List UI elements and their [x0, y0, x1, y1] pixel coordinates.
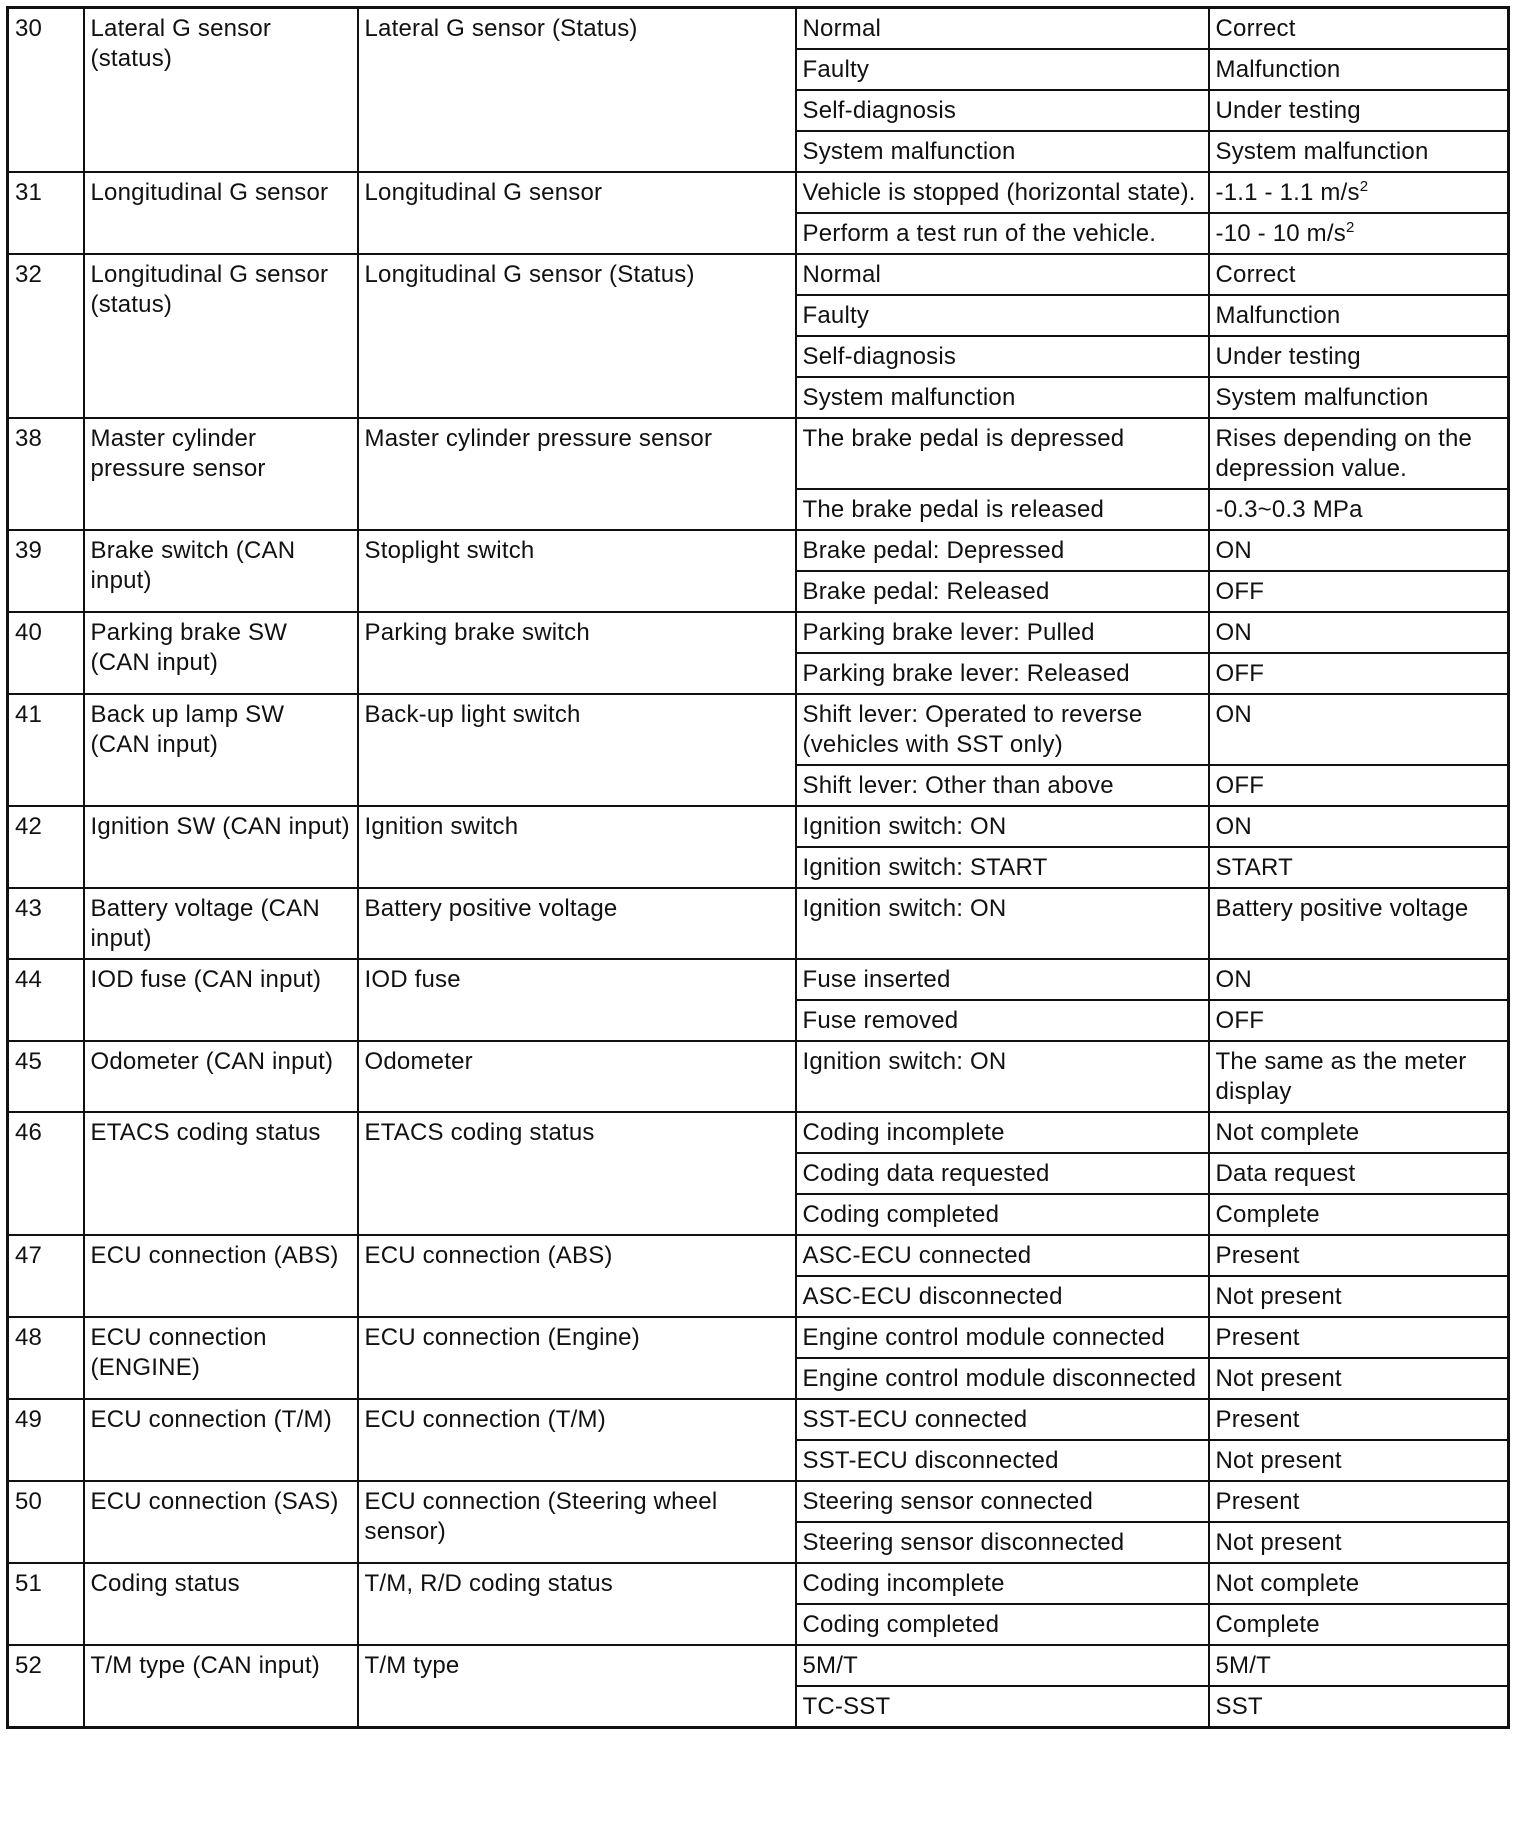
- normal-value: -10 - 10 m/s: [1215, 220, 1346, 247]
- item-name: Ignition SW (CAN input): [84, 806, 358, 888]
- check-condition: ASC-ECU connected: [796, 1235, 1209, 1276]
- check-condition: Steering sensor connected: [796, 1481, 1209, 1522]
- normal-condition: System malfunction: [1209, 377, 1509, 418]
- normal-condition: Rises depending on the depression value.: [1209, 418, 1509, 489]
- item-description: Stoplight switch: [358, 530, 796, 612]
- table-row: [8, 1112, 1509, 1153]
- item-number: 49: [8, 1399, 84, 1481]
- check-condition: SST-ECU connected: [796, 1399, 1209, 1440]
- item-number: 48: [8, 1317, 84, 1399]
- item-name: Battery voltage (CAN input): [84, 888, 358, 959]
- check-condition: 5M/T: [796, 1645, 1209, 1686]
- item-description: Battery positive voltage: [358, 888, 796, 959]
- check-condition: Steering sensor disconnected: [796, 1522, 1209, 1563]
- normal-condition: Battery positive voltage: [1209, 888, 1509, 959]
- normal-condition: Not present: [1209, 1522, 1509, 1563]
- table-row: [8, 1399, 1509, 1440]
- item-name: Odometer (CAN input): [84, 1041, 358, 1112]
- unit-exponent: 2: [1345, 219, 1355, 236]
- normal-condition: 5M/T: [1209, 1645, 1509, 1686]
- item-description: Back-up light switch: [358, 694, 796, 806]
- normal-condition: ON: [1209, 959, 1509, 1000]
- item-number: 52: [8, 1645, 84, 1728]
- item-name: Brake switch (CAN input): [84, 530, 358, 612]
- item-number: 46: [8, 1112, 84, 1235]
- check-condition: Faulty: [796, 49, 1209, 90]
- check-condition: Brake pedal: Released: [796, 571, 1209, 612]
- item-description: Parking brake switch: [358, 612, 796, 694]
- item-number: 38: [8, 418, 84, 530]
- normal-condition: Under testing: [1209, 90, 1509, 131]
- data-list-body: [8, 8, 1509, 1728]
- normal-condition: Present: [1209, 1235, 1509, 1276]
- item-name: Lateral G sensor (status): [84, 8, 358, 173]
- check-condition: Fuse removed: [796, 1000, 1209, 1041]
- normal-value: -1.1 - 1.1 m/s: [1215, 179, 1360, 206]
- normal-condition: ON: [1209, 694, 1509, 765]
- normal-condition: SST: [1209, 1686, 1509, 1728]
- table-row: [8, 1235, 1509, 1276]
- normal-condition: Complete: [1209, 1604, 1509, 1645]
- check-condition: Ignition switch: ON: [796, 806, 1209, 847]
- check-condition: Faulty: [796, 295, 1209, 336]
- item-description: Ignition switch: [358, 806, 796, 888]
- normal-condition: OFF: [1209, 571, 1509, 612]
- check-condition: Normal: [796, 8, 1209, 50]
- check-condition: Parking brake lever: Released: [796, 653, 1209, 694]
- check-condition: System malfunction: [796, 131, 1209, 172]
- normal-condition: Not complete: [1209, 1112, 1509, 1153]
- normal-condition: Not present: [1209, 1440, 1509, 1481]
- normal-condition: Under testing: [1209, 336, 1509, 377]
- item-description: T/M type: [358, 1645, 796, 1728]
- normal-condition: System malfunction: [1209, 131, 1509, 172]
- check-condition: Ignition switch: ON: [796, 888, 1209, 959]
- check-condition: Normal: [796, 254, 1209, 295]
- item-number: 31: [8, 172, 84, 254]
- item-name: ECU connection (T/M): [84, 1399, 358, 1481]
- normal-condition: Correct: [1209, 8, 1509, 50]
- check-condition: Brake pedal: Depressed: [796, 530, 1209, 571]
- item-description: ECU connection (Steering wheel sensor): [358, 1481, 796, 1563]
- normal-condition: OFF: [1209, 1000, 1509, 1041]
- item-name: IOD fuse (CAN input): [84, 959, 358, 1041]
- normal-condition: ON: [1209, 612, 1509, 653]
- normal-condition: OFF: [1209, 765, 1509, 806]
- item-number: 50: [8, 1481, 84, 1563]
- item-name: T/M type (CAN input): [84, 1645, 358, 1728]
- table-row: [8, 888, 1509, 959]
- item-description: Longitudinal G sensor: [358, 172, 796, 254]
- item-description: Longitudinal G sensor (Status): [358, 254, 796, 418]
- normal-condition: START: [1209, 847, 1509, 888]
- table-row: [8, 1481, 1509, 1522]
- check-condition: Self-diagnosis: [796, 336, 1209, 377]
- item-number: 39: [8, 530, 84, 612]
- item-number: 30: [8, 8, 84, 173]
- check-condition: Ignition switch: ON: [796, 1041, 1209, 1112]
- table-row: [8, 1645, 1509, 1686]
- normal-condition: Not present: [1209, 1276, 1509, 1317]
- table-row: [8, 959, 1509, 1000]
- check-condition: Shift lever: Other than above: [796, 765, 1209, 806]
- normal-condition: [1209, 213, 1509, 254]
- normal-condition: Correct: [1209, 254, 1509, 295]
- normal-condition: ON: [1209, 806, 1509, 847]
- normal-condition: Malfunction: [1209, 49, 1509, 90]
- check-condition: Engine control module connected: [796, 1317, 1209, 1358]
- unit-exponent: 2: [1359, 178, 1369, 195]
- table-row: [8, 172, 1509, 213]
- normal-condition: Not present: [1209, 1358, 1509, 1399]
- table-row: [8, 694, 1509, 765]
- item-name: ECU connection (SAS): [84, 1481, 358, 1563]
- item-name: ETACS coding status: [84, 1112, 358, 1235]
- check-condition: Coding completed: [796, 1604, 1209, 1645]
- check-condition: Ignition switch: START: [796, 847, 1209, 888]
- check-condition: The brake pedal is released: [796, 489, 1209, 530]
- normal-condition: Present: [1209, 1481, 1509, 1522]
- check-condition: Coding data requested: [796, 1153, 1209, 1194]
- normal-condition: -0.3~0.3 MPa: [1209, 489, 1509, 530]
- item-description: ETACS coding status: [358, 1112, 796, 1235]
- item-number: 42: [8, 806, 84, 888]
- check-condition: Engine control module disconnected: [796, 1358, 1209, 1399]
- table-row: [8, 1563, 1509, 1604]
- normal-condition: Complete: [1209, 1194, 1509, 1235]
- item-name: ECU connection (ENGINE): [84, 1317, 358, 1399]
- item-name: Coding status: [84, 1563, 358, 1645]
- table-row: [8, 8, 1509, 50]
- table-row: [8, 1317, 1509, 1358]
- table-row: [8, 418, 1509, 489]
- item-name: Parking brake SW (CAN input): [84, 612, 358, 694]
- item-name: Longitudinal G sensor: [84, 172, 358, 254]
- check-condition: Self-diagnosis: [796, 90, 1209, 131]
- item-number: 43: [8, 888, 84, 959]
- normal-condition: Not complete: [1209, 1563, 1509, 1604]
- item-description: ECU connection (Engine): [358, 1317, 796, 1399]
- check-condition: The brake pedal is depressed: [796, 418, 1209, 489]
- item-number: 47: [8, 1235, 84, 1317]
- normal-condition: Present: [1209, 1317, 1509, 1358]
- item-number: 51: [8, 1563, 84, 1645]
- item-description: Lateral G sensor (Status): [358, 8, 796, 173]
- check-condition: Coding incomplete: [796, 1563, 1209, 1604]
- item-description: ECU connection (ABS): [358, 1235, 796, 1317]
- check-condition: Perform a test run of the vehicle.: [796, 213, 1209, 254]
- normal-condition: OFF: [1209, 653, 1509, 694]
- item-name: Master cylinder pressure sensor: [84, 418, 358, 530]
- check-condition: ASC-ECU disconnected: [796, 1276, 1209, 1317]
- check-condition: Shift lever: Operated to reverse (vehicles with SST only): [796, 694, 1209, 765]
- table-row: [8, 612, 1509, 653]
- check-condition: SST-ECU disconnected: [796, 1440, 1209, 1481]
- item-name: Back up lamp SW (CAN input): [84, 694, 358, 806]
- normal-condition: ON: [1209, 530, 1509, 571]
- data-list-table: [6, 6, 1510, 1729]
- normal-condition: [1209, 172, 1509, 213]
- item-number: 44: [8, 959, 84, 1041]
- check-condition: Fuse inserted: [796, 959, 1209, 1000]
- item-description: T/M, R/D coding status: [358, 1563, 796, 1645]
- table-row: [8, 530, 1509, 571]
- normal-condition: Malfunction: [1209, 295, 1509, 336]
- item-description: ECU connection (T/M): [358, 1399, 796, 1481]
- item-number: 45: [8, 1041, 84, 1112]
- item-number: 41: [8, 694, 84, 806]
- check-condition: Vehicle is stopped (horizontal state).: [796, 172, 1209, 213]
- check-condition: Coding incomplete: [796, 1112, 1209, 1153]
- item-number: 40: [8, 612, 84, 694]
- item-name: Longitudinal G sensor (status): [84, 254, 358, 418]
- item-name: ECU connection (ABS): [84, 1235, 358, 1317]
- normal-condition: Data request: [1209, 1153, 1509, 1194]
- check-condition: TC-SST: [796, 1686, 1209, 1728]
- item-description: IOD fuse: [358, 959, 796, 1041]
- item-description: Master cylinder pressure sensor: [358, 418, 796, 530]
- check-condition: Coding completed: [796, 1194, 1209, 1235]
- check-condition: Parking brake lever: Pulled: [796, 612, 1209, 653]
- table-row: [8, 1041, 1509, 1112]
- item-number: 32: [8, 254, 84, 418]
- normal-condition: The same as the meter display: [1209, 1041, 1509, 1112]
- check-condition: System malfunction: [796, 377, 1209, 418]
- normal-condition: Present: [1209, 1399, 1509, 1440]
- table-row: [8, 806, 1509, 847]
- item-description: Odometer: [358, 1041, 796, 1112]
- data-list-document: [6, 6, 1507, 1729]
- table-row: [8, 254, 1509, 295]
